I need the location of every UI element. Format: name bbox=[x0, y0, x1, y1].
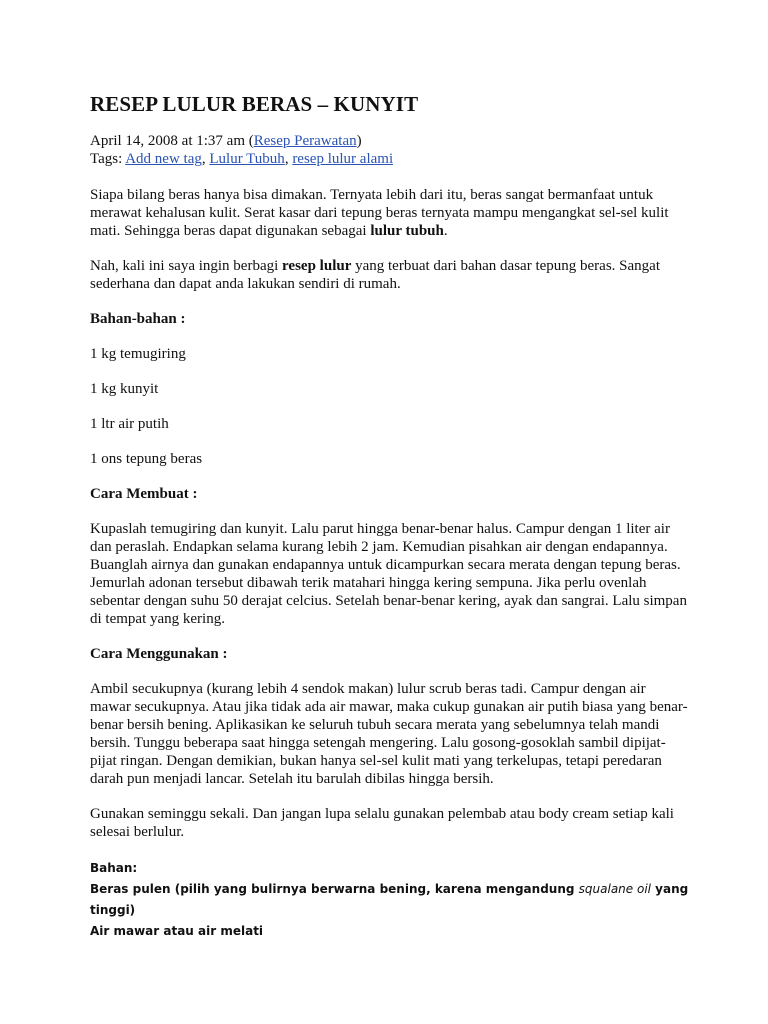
ingredient-item: 1 kg temugiring bbox=[90, 346, 186, 362]
cara-membuat-text: Kupaslah temugiring dan kunyit. Lalu parut hingga benar-benar halus. Campur dengan 1 liter air dan peraslah. Endapkan selama kurang lebih 2 jam. Kemudian pisahkan air dengan endapannya. Buanglah airnya dan gunakan endapannya untuk dicampurkan secara merata dengan tepung beras. Jemurlah adonan tersebut dibawah terik matahari hingga kering sempuna. Jika perlu ovenlah sebentar dengan suhu 50 derajat celcius. Setelah benar-benar kering, ayak dan sangrai. Lalu simpan di tempat yang kering. bbox=[90, 521, 687, 627]
second-recipe-line-1 bbox=[90, 879, 690, 921]
tags-line bbox=[90, 150, 690, 168]
cara-membuat-heading: Cara Membuat : bbox=[90, 486, 198, 502]
tag-link-lulur-tubuh[interactable]: Lulur Tubuh bbox=[209, 151, 285, 167]
ingredient-item: 1 ltr air putih bbox=[90, 416, 169, 432]
post-date: April 14, 2008 at 1:37 am ( bbox=[90, 133, 254, 149]
intro-text: Siapa bilang beras hanya bisa dimakan. Ternyata lebih dari itu, beras sangat bermanfaat untuk merawat kehalusan kulit. Serat kasar dari tepung beras ternyata mampu mengangkat sel-sel kulit mati. Sehingga beras dapat digunakan sebagai bbox=[90, 187, 669, 239]
tag-link-resep-lulur-alami[interactable]: resep lulur alami bbox=[292, 151, 394, 167]
intro2-bold-term: resep lulur bbox=[282, 258, 352, 274]
ingredient-item: 1 kg kunyit bbox=[90, 381, 159, 397]
second-recipe-heading: Bahan: bbox=[90, 861, 138, 875]
post-date-line bbox=[90, 132, 690, 150]
second-recipe-line-2: Air mawar atau air melati bbox=[90, 924, 264, 938]
second-recipe-line-1-end: yang tinggi) bbox=[90, 882, 689, 917]
tag-separator: , bbox=[284, 151, 293, 167]
page-title: RESEP LULUR BERAS – KUNYIT bbox=[90, 92, 419, 116]
intro2-text: Nah, kali ini saya ingin berbagi bbox=[90, 258, 283, 274]
tag-separator: , bbox=[201, 151, 210, 167]
intro2-end: yang terbuat dari bahan dasar tepung beras. Sangat sederhana dan dapat anda lakukan sendiri di rumah. bbox=[90, 258, 660, 292]
second-recipe-line-1-text: Beras pulen (pilih yang bulirnya berwarna bening, karena mengandung bbox=[90, 882, 579, 896]
squalane-oil-term: squalane oil bbox=[578, 882, 651, 896]
tag-link-add-new[interactable]: Add new tag bbox=[125, 151, 202, 167]
intro-paragraph-2 bbox=[90, 257, 690, 293]
post-meta bbox=[90, 132, 690, 168]
intro-end: . bbox=[443, 223, 448, 239]
document-page bbox=[90, 92, 690, 942]
second-recipe bbox=[90, 858, 690, 942]
closing-paragraph: Gunakan seminggu sekali. Dan jangan lupa selalu gunakan pelembab atau body cream setiap kali selesai berlulur. bbox=[90, 806, 674, 840]
ingredient-item: 1 ons tepung beras bbox=[90, 451, 203, 467]
intro-bold-term: lulur tubuh bbox=[370, 223, 444, 239]
tags-label: Tags: bbox=[90, 151, 126, 167]
cara-menggunakan-text: Ambil secukupnya (kurang lebih 4 sendok makan) lulur scrub beras tadi. Campur dengan air mawar secukupnya. Atau jika tidak ada air mawar, maka cukup gunakan air putih biasa yang benar-benar bersih bening. Aplikasikan ke seluruh tubuh secara merata yang sebelumnya telah mandi bersih. Tunggu beberapa saat hingga setengah mengering. Lalu gosong-gosoklah sambil dipijat-pijat ringan. Dengan demikian, bukan hanya sel-sel kulit mati yang terkelupas, tetapi peredaran darah pun menjadi lancar. Setelah itu barulah dibilas hingga bersih. bbox=[90, 681, 688, 787]
category-link[interactable]: Resep Perawatan bbox=[253, 133, 357, 149]
intro-paragraph-1 bbox=[90, 186, 690, 240]
bahan-heading: Bahan-bahan : bbox=[90, 311, 186, 327]
cara-menggunakan-heading: Cara Menggunakan : bbox=[90, 646, 228, 662]
post-date-close: ) bbox=[356, 133, 362, 149]
